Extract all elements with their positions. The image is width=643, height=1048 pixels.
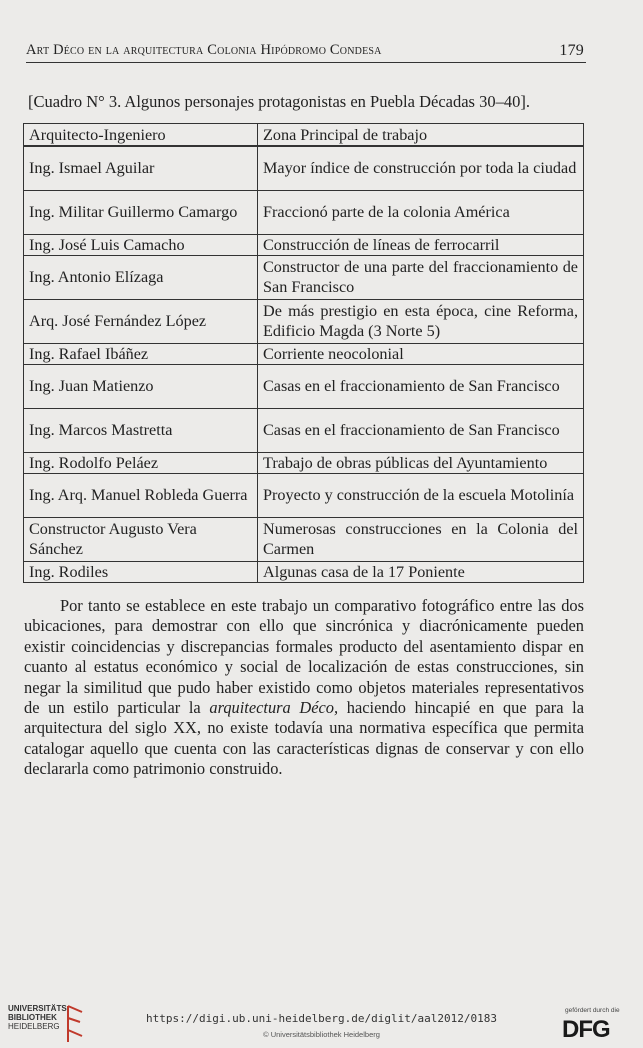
dfg-logo: DFG — [562, 1016, 610, 1043]
table-row — [24, 364, 584, 408]
running-header — [26, 42, 584, 59]
table-row — [24, 408, 584, 452]
cell-zona: Constructor de una parte del fraccionamiento de San Francisco — [258, 255, 584, 299]
copyright-notice: © Universitätsbibliothek Heidelberg — [263, 1030, 380, 1039]
table-row — [24, 517, 584, 561]
page-number: 179 — [559, 42, 584, 59]
column-header-zona: Zona Principal de trabajo — [258, 124, 584, 147]
library-name-line1: UNIVERSITÄTS- — [8, 1004, 70, 1013]
table-row — [24, 146, 584, 190]
library-name-line2: BIBLIOTHEK — [8, 1013, 57, 1022]
running-title: Art Déco en la arquitectura Colonia Hipódromo Condesa — [26, 42, 382, 58]
body-paragraph — [24, 596, 584, 780]
paragraph-italic-term: arquitectura Déco, — [209, 698, 339, 718]
cell-zona: De más prestigio en esta época, cine Reforma, Edificio Magda (3 Norte 5) — [258, 299, 584, 343]
cell-arquitecto: Ing. Militar Guillermo Camargo — [24, 190, 258, 234]
table-header-row — [24, 124, 584, 147]
table-row — [24, 190, 584, 234]
cell-zona: Algunas casa de la 17 Poniente — [258, 561, 584, 582]
table-row — [24, 255, 584, 299]
source-url[interactable]: https://digi.ub.uni-heidelberg.de/diglit/aal2012/0183 — [146, 1012, 497, 1025]
cell-zona: Corriente neocolonial — [258, 343, 584, 364]
cell-arquitecto: Ing. Juan Matienzo — [24, 364, 258, 408]
table-row — [24, 473, 584, 517]
table-row — [24, 452, 584, 473]
cell-arquitecto: Ing. Antonio Elízaga — [24, 255, 258, 299]
cell-zona: Casas en el fraccionamiento de San Francisco — [258, 364, 584, 408]
funded-by-text: gefördert durch die — [565, 1007, 620, 1014]
cell-arquitecto: Ing. Marcos Mastretta — [24, 408, 258, 452]
header-rule — [26, 62, 586, 63]
cell-arquitecto: Ing. Rafael Ibáñez — [24, 343, 258, 364]
cell-zona: Trabajo de obras públicas del Ayuntamiento — [258, 452, 584, 473]
cell-zona: Numerosas construcciones en la Colonia del Carmen — [258, 517, 584, 561]
cell-arquitecto: Ing. Arq. Manuel Robleda Guerra — [24, 473, 258, 517]
table-caption: [Cuadro N° 3. Algunos personajes protagonistas en Puebla Décadas 30–40]. — [28, 92, 530, 111]
cell-arquitecto: Constructor Augusto Vera Sánchez — [24, 517, 258, 561]
cell-arquitecto: Ing. Rodolfo Peláez — [24, 452, 258, 473]
cell-zona: Mayor índice de construcción por toda la ciudad — [258, 146, 584, 190]
table-row — [24, 234, 584, 255]
cell-zona: Fraccionó parte de la colonia América — [258, 190, 584, 234]
cell-zona: Construcción de líneas de ferrocarril — [258, 234, 584, 255]
cell-arquitecto: Ing. Ismael Aguilar — [24, 146, 258, 190]
cell-arquitecto: Ing. Rodiles — [24, 561, 258, 582]
table-row — [24, 561, 584, 582]
cell-arquitecto: Arq. José Fernández López — [24, 299, 258, 343]
cell-arquitecto: Ing. José Luis Camacho — [24, 234, 258, 255]
cell-zona: Proyecto y construcción de la escuela Motolinía — [258, 473, 584, 517]
personajes-table — [23, 123, 584, 583]
paragraph-text-end: haciendo hincapié en que para la arquitectura del siglo XX, no existe todavía una normativa específica que permita catalogar aquello que cuenta con las características dignas de conservar y con ello declararla como patrimonio construido. — [24, 698, 585, 779]
paragraph-text-start: Por tanto se establece en este trabajo un comparativo fotográfico entre las dos ubicaciones, para demostrar con ello que sincrónica y diacrónicamente pueden existir coincidencias y discrepancias formales producto del asentamiento dispar en cuanto al estatus económico y social de localización de estas construcciones, sin negar la similitud que pudo haber existido como objetos materiales representativos de un estilo particular la — [24, 596, 584, 718]
table-row — [24, 343, 584, 364]
library-name-line3: HEIDELBERG — [8, 1022, 60, 1031]
column-header-arquitecto: Arquitecto-Ingeniero — [24, 124, 258, 147]
cell-zona: Casas en el fraccionamiento de San Francisco — [258, 408, 584, 452]
table-row — [24, 299, 584, 343]
